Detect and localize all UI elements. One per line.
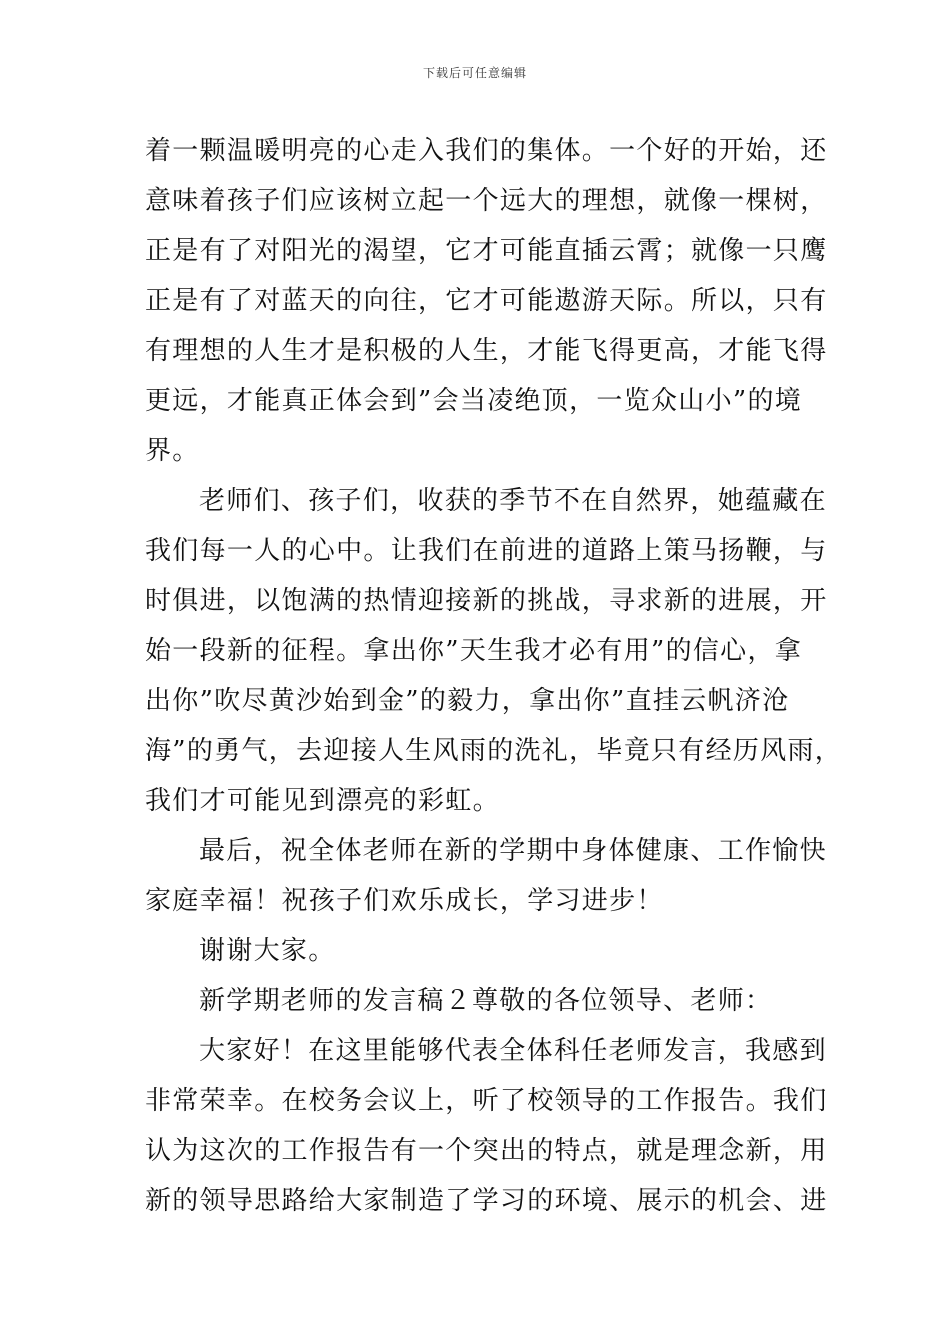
paragraph <box>145 926 810 976</box>
text-line: 我们才可能见到漂亮的彩虹。 <box>145 786 500 816</box>
text-line: 最后，祝全体老师在新的学期中身体健康、工作愉快 <box>199 836 827 866</box>
document-body <box>145 126 843 1226</box>
paragraph <box>145 126 828 476</box>
text-line: 海”的勇气，去迎接人生风雨的洗礼，毕竟只有经历风雨， <box>145 736 843 766</box>
text-line: 时俱进，以饱满的热情迎接新的挑战，寻求新的进展，开 <box>145 586 828 616</box>
text-line: 老师们、孩子们，收获的季节不在自然界，她蕴藏在 <box>199 486 827 516</box>
text-line: 始一段新的征程。拿出你”天生我才必有用”的信心，拿 <box>145 636 803 666</box>
paragraph <box>145 476 843 826</box>
text-line: 新学期老师的发言稿２尊敬的各位领导、老师： <box>199 986 773 1016</box>
text-line: 出你”吹尽黄沙始到金”的毅力，拿出你”直挂云帆济沧 <box>145 686 790 716</box>
text-line: 家庭幸福！祝孩子们欢乐成长，学习进步！ <box>145 886 664 916</box>
text-line: 大家好！在这里能够代表全体科任老师发言，我感到 <box>199 1036 827 1066</box>
text-line: 新的领导思路给大家制造了学习的环境、展示的机会、进 <box>145 1186 828 1216</box>
text-line: 我们每一人的心中。让我们在前进的道路上策马扬鞭，与 <box>145 536 828 566</box>
page-header: 下载后可任意编辑 <box>422 66 527 80</box>
text-line: 正是有了对蓝天的向往，它才可能遨游天际。所以，只有 <box>145 286 828 316</box>
paragraph <box>145 826 827 926</box>
text-line: 非常荣幸。在校务会议上，听了校领导的工作报告。我们 <box>145 1086 828 1116</box>
text-line: 谢谢大家。 <box>199 936 336 966</box>
paragraph <box>145 976 810 1026</box>
text-line: 界。 <box>145 436 200 466</box>
text-line: 认为这次的工作报告有一个突出的特点，就是理念新，用 <box>145 1136 828 1166</box>
text-line: 有理想的人生才是积极的人生，才能飞得更高，才能飞得 <box>145 336 828 366</box>
text-line: 更远，才能真正体会到”会当凌绝顶，一览众山小”的境 <box>145 386 803 416</box>
text-line: 正是有了对阳光的渴望，它才可能直插云霄；就像一只鹰 <box>145 236 828 266</box>
text-line: 意味着孩子们应该树立起一个远大的理想，就像一棵树， <box>145 186 828 216</box>
text-line: 着一颗温暖明亮的心走入我们的集体。一个好的开始，还 <box>145 136 828 166</box>
paragraph <box>145 1026 828 1226</box>
